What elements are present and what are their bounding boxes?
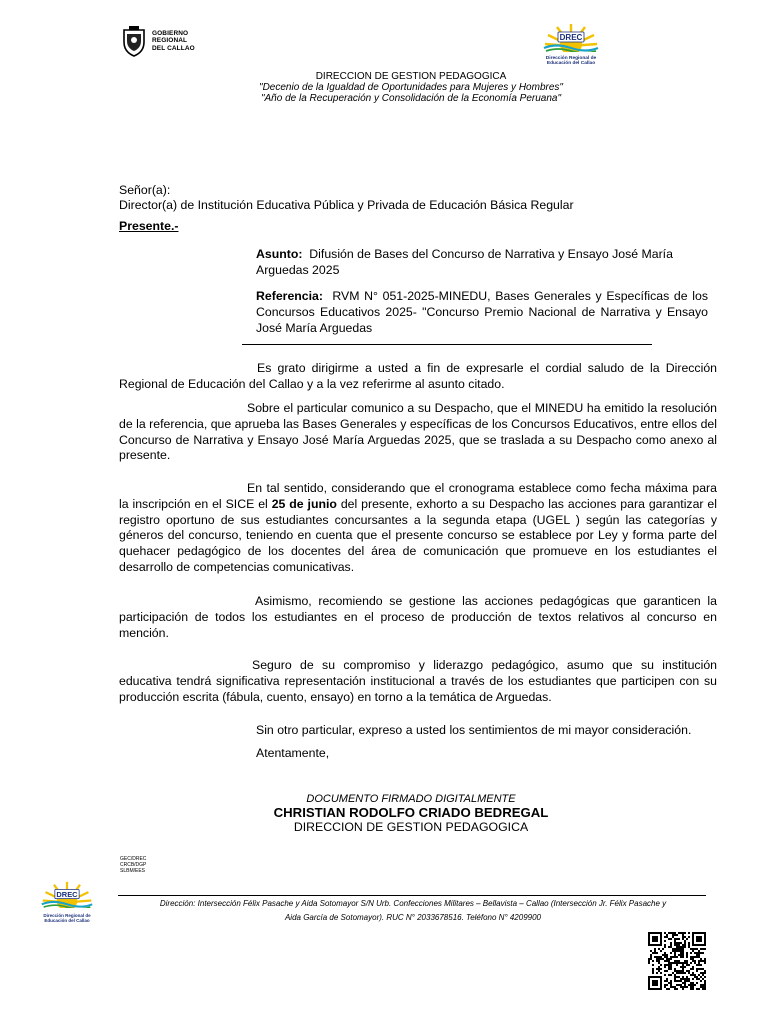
digital-signature-note: DOCUMENTO FIRMADO DIGITALMENTE	[306, 793, 516, 805]
gob-logo-line: DEL CALLAO	[152, 44, 195, 52]
drec-caption-line: Dirección Regional de	[545, 56, 597, 61]
paragraph-6: Sin otro particular, expreso a usted los sentimientos de mi mayor consideración.	[256, 723, 692, 737]
subject-text: Difusión de Bases del Concurso de Narrativa y Ensayo José María Arguedas 2025	[256, 247, 673, 277]
qr-code-icon	[648, 932, 706, 990]
reference-text: RVM N° 051-2025-MINEDU, Bases Generales y Específicas de los Concursos Educativos 2025- "Concurso Premio Nacional de Narrativa y Ensayo José María Arguedas	[256, 289, 708, 335]
signatory-name: CHRISTIAN RODOLFO CRIADO BEDREGAL	[273, 805, 549, 820]
drec-sun-logo-icon	[540, 22, 602, 52]
gob-logo-line: GOBIERNO	[152, 29, 189, 37]
footer-caption-line: Dirección Regional de	[43, 913, 91, 918]
footer-address-line: Dirección: Intersección Félix Pasache y Aida Sotomayor S/N Urb. Confecciones Militares – Bellavista – Callao (Intersección Jr. Félix Pasache y	[159, 899, 667, 908]
footer-logo-text: DREC	[56, 889, 78, 899]
paragraph-5: Seguro de su compromiso y liderazgo pedagógico, asumo que su institución educativa tendrá significativa representación institucional a través de los estudiantes que participen con su producción escrita (fábula, cuento, ensayo) en torno a la temática de Arguedas.	[119, 658, 717, 704]
reference-initials	[120, 856, 146, 874]
reference-block	[256, 289, 708, 336]
presente-label: Presente.-	[119, 219, 179, 233]
footer-drec-logo	[36, 880, 98, 923]
footer-divider	[118, 895, 706, 896]
gob-logo-line: REGIONAL	[152, 37, 188, 45]
regional-crest-icon	[120, 24, 148, 58]
drec-sun-logo-icon	[37, 880, 97, 908]
initials-line: GEC/DREC	[120, 856, 147, 862]
header-office: DIRECCION DE GESTION PEDAGOGICA	[315, 71, 507, 82]
subject-block	[256, 247, 706, 279]
initials-line: SLBM/EES	[120, 868, 146, 874]
header-motto-1: "Decenio de la Igualdad de Oportunidades para Mujeres y Hombres"	[259, 82, 563, 93]
paragraph-3-part-b: del presente, exhorto a su Despacho las acciones para garantizar el registro oportuno de sus estudiantes concursantes a la segunda etapa (UGEL ) según las categorías y géneros del concurso, teniendo en cuenta que el presente concurso se establece por Ley y forma parte del quehacer pedagógico de los docentes del área de comunicación que promueve en los estudiantes el desarrollo de competencias comunicativas.	[119, 496, 718, 574]
subject-label: Asunto:	[256, 247, 303, 261]
initials-line: CRCB/DGP	[120, 862, 147, 868]
paragraph-4: Asimismo, recomiendo se gestione las acciones pedagógicas que garanticen la participación de todos los estudiantes en el proceso de producción de textos relativos al concurso en mención.	[119, 594, 717, 640]
reference-label: Referencia:	[256, 289, 323, 303]
reference-divider	[242, 344, 652, 345]
footer-address-line: Aida García de Sotomayor). RUC N° 2033678516. Teléfono N° 4209900	[284, 913, 542, 922]
drec-caption-line: Educación del Callao	[546, 61, 596, 66]
header-motto-2: "Año de la Recuperación y Consolidación de la Economía Peruana"	[260, 93, 562, 104]
drec-logo-text: DREC	[559, 33, 583, 43]
footer-caption-line: Educación del Callao	[44, 918, 90, 923]
paragraph-2: Sobre el particular comunico a su Despacho, que el MINEDU ha emitido la resolución de la referencia, que aprueba las Bases Generales y específicas de los Concursos Educativos, entre ellos del Concurso de Narrativa y Ensayo José María Arguedas 2025, que se traslada a su Despacho como anexo al presente.	[119, 401, 717, 463]
footer-address	[118, 897, 708, 925]
salutation: Señor(a):	[119, 183, 171, 197]
gobierno-regional-logo	[120, 22, 200, 60]
paragraph-1: Es grato dirigirme a usted a fin de expresarle el cordial saludo de la Dirección Regional de Educación del Callao y a la vez referirme al asunto citado.	[119, 361, 717, 391]
addressee-line: Director(a) de Institución Educativa Pública y Privada de Educación Básica Regular	[119, 198, 574, 212]
paragraph-3-part-a: En tal sentido, considerando que el cronograma establece como fecha máxima para la inscripción en el SICE el	[119, 481, 717, 511]
drec-logo	[538, 22, 604, 66]
signatory-office: DIRECCION DE GESTION PEDAGOGICA	[293, 820, 529, 834]
closing: Atentamente,	[256, 746, 330, 760]
paragraph-3	[119, 481, 717, 576]
deadline-date: 25 de junio	[271, 496, 337, 511]
